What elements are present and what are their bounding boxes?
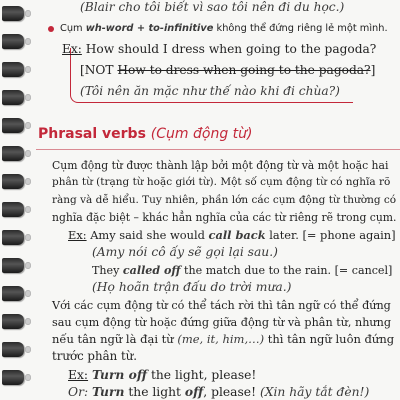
binding-ring-icon (2, 174, 24, 189)
paragraph-line: Với các cụm động từ có thể tách rời thì tân ngữ có thể đứng (52, 298, 391, 312)
bullet-rule: Cụm wh-word + to-infinitive không thể đứng riêng lẻ một mình. (60, 23, 388, 34)
example-line: Or: Turn the light off, please! (Xin hãy tắt đèn!) (68, 384, 370, 399)
binding-ring-icon (2, 370, 24, 385)
binding-ring-icon (2, 342, 24, 357)
binding-ring-icon (2, 230, 24, 245)
spiral-binding (0, 0, 34, 400)
example-line: They called off the match due to the rain. [= cancel] (92, 264, 393, 278)
binding-ring-icon (2, 146, 24, 161)
translation-line: (Họ hoãn trận đấu do trời mưa.) (92, 280, 292, 295)
paragraph-line: trước phân từ. (52, 349, 138, 364)
paragraph-line: ràng và dễ hiểu. Tuy nhiên, phần lớn các cụm động từ thường có (52, 193, 397, 206)
binding-ring-icon (2, 286, 24, 301)
paragraph-line: nếu tân ngữ là đại từ (me, it, him,…) thì tân ngữ luôn đứng (52, 332, 395, 347)
binding-ring-icon (2, 90, 24, 105)
translation-line: (Amy nói cô ấy sẽ gọi lại sau.) (92, 245, 278, 260)
paragraph-line: Cụm động từ được thành lập bởi một động từ và một hoặc hai (52, 159, 389, 172)
binding-ring-icon (2, 62, 24, 77)
binding-ring-icon (2, 34, 24, 49)
translation-line: (Tôi nên ăn mặc như thế nào khi đi chùa?) (80, 84, 340, 98)
section-heading: Phrasal verbs (Cụm động từ) (38, 126, 253, 142)
not-example-line: [NOT How to dress when going to the pagoda?] (80, 63, 376, 77)
heading-divider (36, 149, 400, 150)
translation-line: (Blair cho tôi biết vì sao tôi nên đi du học.) (80, 0, 345, 14)
example-line: Ex: Amy said she would call back later. [= phone again] (68, 227, 396, 242)
binding-ring-icon (2, 258, 24, 273)
example-line: Ex: How should I dress when going to the pagoda? (62, 42, 377, 56)
binding-ring-icon (2, 314, 24, 329)
binding-ring-icon (2, 202, 24, 217)
bullet-icon (48, 26, 54, 32)
example-line: Ex: Turn off the light, please! (68, 366, 257, 382)
paragraph-line: sau cụm động từ hoặc đứng giữa động từ và phân từ, nhưng (52, 315, 391, 329)
paragraph-line: nghĩa đặc biệt – khác hẳn nghĩa của các từ riêng rẽ trong cụm. (52, 210, 397, 224)
binding-ring-icon (2, 118, 24, 133)
paragraph-line: phân từ (trạng từ hoặc giới từ). Một số cụm động từ có nghĩa rõ (52, 176, 391, 189)
binding-ring-icon (2, 6, 24, 21)
